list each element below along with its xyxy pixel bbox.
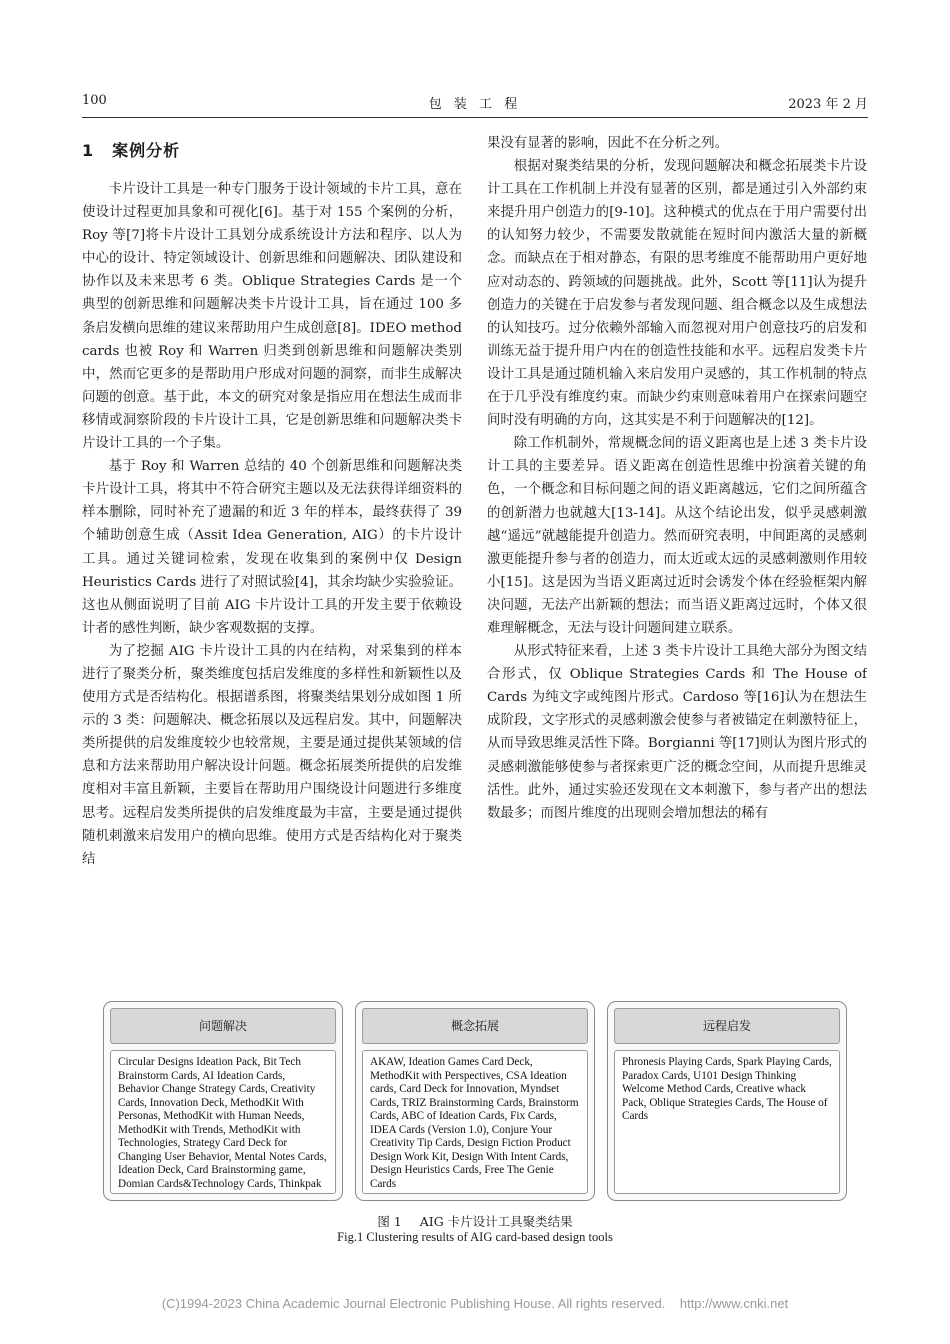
figure-caption-cn (0, 1212, 950, 1230)
cluster-box-remote-inspiration (607, 1001, 847, 1201)
left-column (82, 178, 462, 1010)
paragraph-continued: 果没有显著的影响，因此不在分析之列。 (487, 136, 729, 151)
cluster-title: 远程启发 (614, 1008, 840, 1044)
paragraph: 卡片设计工具是一种专门服务于设计领域的卡片工具，意在使设计过程更加具象和可视化[6]。基于对 155 个案例的分析，Roy 等[7]将卡片设计工具划分成系统设计方法和程序、以人为中心的设计、特定领域设计、创新思维和问题解决、团队建设和协作以及未来思考 6 类。Oblique Strategies Cards 是一个典型的创新思维和问题解决类卡片设计工具，旨在通过 100 多条启发横向思维的建议来帮助用户生成创意[8]。IDEO method cards 也被 Roy 和 Warren 归类到创新思维和问题解决类别中，然而它更多的是帮助用户形成对问题的洞察，而非生成解决问题的创意。基于此，本文的研究对象是指应用在想法生成而非移情或洞察阶段的卡片设计工具，它是创新思维和问题解决类卡片设计工具的一个子集。 (82, 182, 462, 452)
cluster-title: 概念拓展 (362, 1008, 588, 1044)
figure-caption-en: Fig.1 Clustering results of AIG card-based design tools (337, 1230, 613, 1244)
paragraph: 基于 Roy 和 Warren 总结的 40 个创新思维和问题解决类卡片设计工具，将其中不符合研究主题以及无法获得详细资料的样本删除，同时补充了遗漏的和近 3 年的样本，最终获得了 39 个辅助创意生成（Assit Idea Generation, AIG）的卡片设计工具。通过关键词检索，发现在收集到的案例中仅 Design Heuristics Cards 进行了对照试验[4]，其余均缺少实验验证。这也从侧面说明了目前 AIG 卡片设计工具的开发主要于依赖设计者的感性判断，缺少客观数据的支撑。 (82, 459, 462, 636)
cluster-title: 问题解决 (110, 1008, 336, 1044)
journal-title: 包 装 工 程 (428, 97, 522, 112)
header-rule (82, 117, 868, 118)
figure-caption-text: AIG 卡片设计工具聚类结果 (419, 1214, 573, 1229)
figure-1 (103, 1001, 847, 1201)
running-header (82, 93, 868, 113)
paragraph: 从形式特征来看，上述 3 类卡片设计工具绝大部分为图文结合形式，仅 Oblique Strategies Cards 和 The House of Cards 为纯文字或纯图片形式。Cardoso 等[16]认为在想法生成阶段，文字形式的灵感刺激会使参与者被锚定在刺激特征上，从而导致思维灵活性下降。Borgianni 等[17]则认为图片形式的灵感刺激能够使参与者探索更广泛的概念空间，从而提升思维灵活性。此外，通过实验还发现在文本刺激下，参与者产出的想法数最多；而图片维度的出现则会增加想法的稀有 (487, 644, 867, 821)
copyright-footer: (C)1994-2023 China Academic Journal Electronic Publishing House. All rights reserved. http://www.cnki.net (161, 1296, 789, 1311)
section-number: 1 (82, 141, 95, 160)
figure-number: 图 1 (377, 1214, 402, 1229)
paragraph: 根据对聚类结果的分析，发现问题解决和概念拓展类卡片设计工具在工作机制上并没有显著的区别，都是通过引入外部约束来提升用户创造力的[9-10]。这种模式的优点在于用户需要付出的认知努力较少，不需要发散就能在短时间内激活大量的新概念。而缺点在于相对静态，有限的思考维度不能帮助用户更好地应对动态的、跨领域的问题挑战。此外，Scott 等[11]认为提升创造力的关键在于启发参与者发现问题、组合概念以及生成想法的认知技巧。过分依赖外部输入而忽视对用户创意技巧的启发和训练无益于提升用户内在的创造性技能和水平。远程启发类卡片设计工具是通过随机输入来启发用户灵感的，其工作机制的特点在于几乎没有维度约束。而缺少约束则意味着用户在探索问题空间时没有明确的方向，这其实是不利于问题解决的[12]。 (487, 159, 867, 429)
page-number: 100 (82, 93, 107, 108)
paragraph: 除工作机制外，常规概念间的语义距离也是上述 3 类卡片设计工具的主要差异。语义距离在创造性思维中扮演着关键的角色，一个概念和目标问题之间的语义距离越远，它们之间所蕴含的创新潜力也就越大[13-14]。从这个结论出发，似乎灵感刺激越“遥远”就越能提升创造力。然而研究表明，中间距离的灵感刺激更能提升参与者的创造力，而太近或太远的灵感刺激则作用较小[15]。这是因为当语义距离过近时会诱发个体在经验框架内解决问题，无法产出新颖的想法；而当语义距离过远时，个体又很难理解概念，无法与设计问题间建立联系。 (487, 436, 867, 636)
section-title: 案例分析 (112, 141, 181, 160)
section-heading (82, 138, 180, 161)
issue-date: 2023 年 2 月 (788, 97, 868, 112)
cluster-box-problem-solving (103, 1001, 343, 1201)
cluster-content: Phronesis Playing Cards, Spark Playing Cards, Paradox Cards, U101 Design Thinking Welcome Method Cards, Creative whack Pack, Oblique Strategies Cards, The House of Cards (614, 1050, 840, 1194)
cluster-content: Circular Designs Ideation Pack, Bit Tech Brainstorm Cards, AI Ideation Cards, Behavior Change Strategy Cards, Creativity Cards, Innovation Deck, MethodKit With Personas, MethodKit with Human Needs, MethodKit with Trends, MethodKit with Technologies, Strategy Card Deck for Changing User Behavior, Mental Notes Cards, Ideation Deck, Card Brainstorming game, Domian Cards&Technology Cards, Thinkpak (110, 1050, 336, 1194)
right-column (487, 132, 867, 1010)
paragraph: 为了挖掘 AIG 卡片设计工具的内在结构，对采集到的样本进行了聚类分析，聚类维度包括启发维度的多样性和新颖性以及使用方式是否结构化。根据谱系图，将聚类结果划分成如图 1 所示的 3 类：问题解决、概念拓展以及远程启发。其中，问题解决类所提供的启发维度较少也较常规，主要是通过提供某领域的信息和方法来帮助用户解决设计问题。概念拓展类所提供的启发维度相对丰富且新颖，主要旨在帮助用户围绕设计问题进行多维度思考。远程启发类所提供的启发维度最为丰富，主要是通过提供随机刺激来启发用户的横向思维。使用方式是否结构化对于聚类结 (82, 643, 462, 867)
cluster-box-concept-expansion (355, 1001, 595, 1201)
cluster-content: AKAW, Ideation Games Card Deck, MethodKit with Perspectives, CSA Ideation cards, Card Deck for Innovation, Myndset Cards, TRIZ Brainstorming Cards, Brainstorm Cards, ABC of Ideation Cards, Fix Cards, IDEA Cards (Version 1.0), Conjure Your Creativity Tip Cards, Design Fiction Product Design Work Kit, Design With Intent Cards, Design Heuristics Cards, Free The Genie Cards (362, 1050, 588, 1194)
